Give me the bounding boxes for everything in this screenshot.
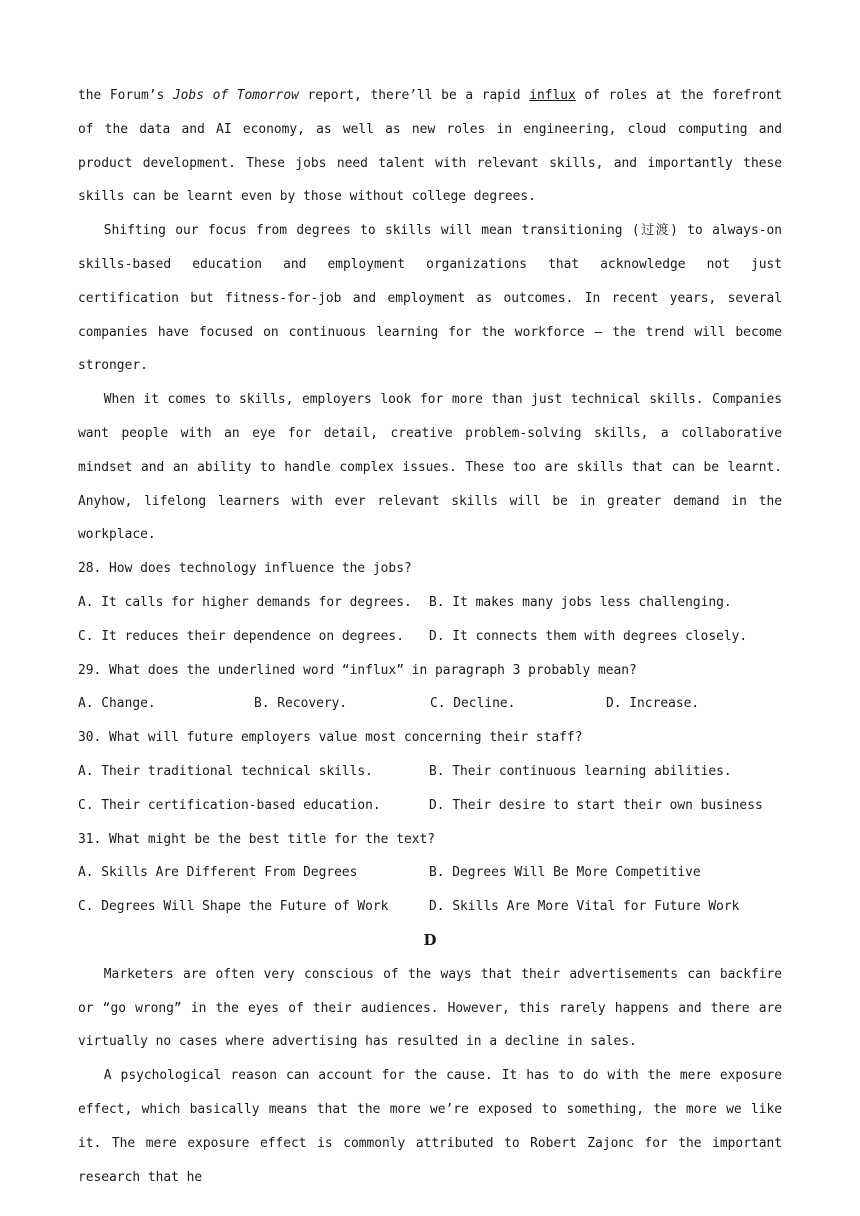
option-c[interactable]: C. Their certification-based education. <box>78 797 381 813</box>
option-row <box>78 586 782 620</box>
option-row <box>78 890 782 924</box>
question-stem: 31. What might be the best title for the text? <box>78 831 435 847</box>
option-c[interactable]: C. It reduces their dependence on degrees. <box>78 628 404 644</box>
option-c[interactable]: C. Decline. <box>430 696 516 712</box>
underlined-word: influx <box>529 88 576 103</box>
passage-c-paragraph-3: When it comes to skills, employers look for more than just technical skills. Companies want people with an eye for detail, creative problem-solving skills, a collaborative mindset and an ability to handle complex issues. These too are skills that can be learnt. Anyhow, lifelong learners with ever relevant skills will be in greater demand in the workplace. <box>78 392 782 543</box>
option-row <box>78 620 782 654</box>
question-stem: 28. How does technology influence the jobs? <box>78 561 412 577</box>
passage-d-paragraph-1: Marketers are often very conscious of the ways that their advertisements can backfire or “go wrong” in the eyes of their audiences. However, this rarely happens and there are virtually no cases where advertising has resulted in a decline in sales. <box>78 966 782 1050</box>
option-row <box>78 687 782 721</box>
question-stem: 30. What will future employers value most concerning their staff? <box>78 730 583 746</box>
passage-d-paragraph-2: A psychological reason can account for the cause. It has to do with the mere exposure effect, which basically means that the more we’re exposed to something, the more we like it. The mere exposure effect is commonly attributed to Robert Zajonc for the important research that he <box>78 1068 782 1185</box>
question-29 <box>78 654 782 722</box>
text-run: of roles at the forefront of the data and AI economy, as well as new roles in engineering, cloud computing and product development. These jobs need talent with relevant skills, and importantly these skills can be learnt even by those without college degrees. <box>78 88 782 205</box>
option-b[interactable]: B. Recovery. <box>254 696 348 712</box>
option-a[interactable]: A. It calls for higher demands for degrees. <box>78 594 412 610</box>
option-row <box>78 856 782 890</box>
option-a[interactable]: A. Their traditional technical skills. <box>78 763 373 779</box>
passage-c-paragraph-2: Shifting our focus from degrees to skills will mean transitioning (过渡) to always-on skills-based education and employment organizations that acknowledge not just certification but fitness-for-job and employment as outcomes. In recent years, several companies have focused on continuous learning for the workforce — the trend will become stronger. <box>78 223 782 374</box>
text-run: the Forum’s <box>78 88 173 103</box>
passage-c-paragraph-1 <box>78 79 782 214</box>
option-row <box>78 755 782 789</box>
option-a[interactable]: A. Change. <box>78 696 156 712</box>
option-d[interactable]: D. Increase. <box>606 696 700 712</box>
report-title: Jobs of Tomorrow <box>172 88 299 103</box>
option-d[interactable]: D. Their desire to start their own business <box>429 797 763 813</box>
option-c[interactable]: C. Degrees Will Shape the Future of Work <box>78 899 389 915</box>
option-a[interactable]: A. Skills Are Different From Degrees <box>78 865 358 881</box>
text-run: report, there’ll be a rapid <box>298 88 530 103</box>
exam-page <box>78 79 782 1194</box>
option-b[interactable]: B. It makes many jobs less challenging. <box>429 594 732 610</box>
question-30 <box>78 721 782 822</box>
option-row <box>78 789 782 823</box>
question-28 <box>78 552 782 653</box>
question-stem: 29. What does the underlined word “influx” in paragraph 3 probably mean? <box>78 662 637 678</box>
option-b[interactable]: B. Their continuous learning abilities. <box>429 763 732 779</box>
question-31 <box>78 823 782 924</box>
option-d[interactable]: D. Skills Are More Vital for Future Work <box>429 899 740 915</box>
option-d[interactable]: D. It connects them with degrees closely. <box>429 628 748 644</box>
option-b[interactable]: B. Degrees Will Be More Competitive <box>429 865 701 881</box>
section-heading: D <box>423 930 437 949</box>
